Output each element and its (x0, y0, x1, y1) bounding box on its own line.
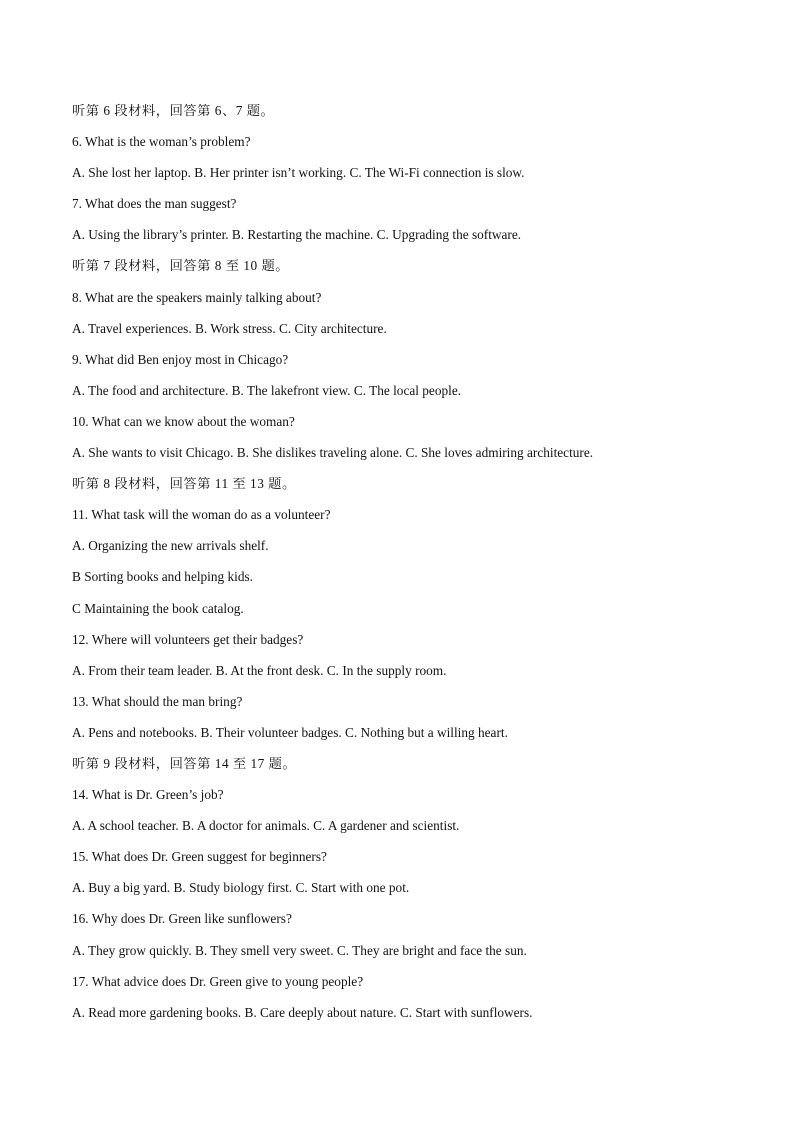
answer-option: C Maintaining the book catalog. (72, 600, 244, 616)
question-text: 7. What does the man suggest? (72, 196, 237, 212)
answer-options: A. They grow quickly. B. They smell very sweet. C. They are bright and face the sun. (72, 942, 527, 958)
answer-option: A. Organizing the new arrivals shelf. (72, 538, 269, 554)
question-text: 13. What should the man bring? (72, 693, 243, 709)
answer-options: A. Using the library’s printer. B. Restarting the machine. C. Upgrading the software. (72, 227, 522, 243)
answer-options: A. Pens and notebooks. B. Their volunteer badges. C. Nothing but a willing heart. (72, 724, 508, 740)
question-text: 16. Why does Dr. Green like sunflowers? (72, 911, 292, 927)
section-heading: 听第 9 段材料，回答第 14 至 17 题。 (72, 755, 297, 771)
exam-page (72, 100, 762, 1033)
question-text: 6. What is the woman’s problem? (72, 134, 251, 150)
section-heading: 听第 8 段材料，回答第 11 至 13 题。 (72, 476, 296, 492)
question-text: 17. What advice does Dr. Green give to young people? (72, 973, 364, 989)
question-text: 15. What does Dr. Green suggest for beginners? (72, 849, 327, 865)
answer-option: B Sorting books and helping kids. (72, 569, 253, 585)
question-text: 12. Where will volunteers get their badges? (72, 631, 304, 647)
section-heading: 听第 7 段材料，回答第 8 至 10 题。 (72, 258, 290, 274)
question-text: 14. What is Dr. Green’s job? (72, 787, 224, 803)
answer-options: A. From their team leader. B. At the front desk. C. In the supply room. (72, 662, 447, 678)
answer-options: A. Travel experiences. B. Work stress. C. City architecture. (72, 320, 387, 336)
answer-options: A. She lost her laptop. B. Her printer isn’t working. C. The Wi-Fi connection is slow. (72, 165, 525, 181)
question-text: 8. What are the speakers mainly talking about? (72, 289, 322, 305)
answer-options: A. Buy a big yard. B. Study biology first. C. Start with one pot. (72, 880, 410, 896)
question-text: 11. What task will the woman do as a volunteer? (72, 507, 331, 523)
answer-options: A. The food and architecture. B. The lakefront view. C. The local people. (72, 382, 462, 398)
answer-options: A. Read more gardening books. B. Care deeply about nature. C. Start with sunflowers. (72, 1004, 533, 1020)
section-heading: 听第 6 段材料，回答第 6、7 题。 (72, 103, 275, 118)
answer-options: A. A school teacher. B. A doctor for animals. C. A gardener and scientist. (72, 818, 460, 834)
answer-options: A. She wants to visit Chicago. B. She dislikes traveling alone. C. She loves admiring architecture. (72, 445, 594, 461)
question-text: 10. What can we know about the woman? (72, 413, 295, 429)
question-text: 9. What did Ben enjoy most in Chicago? (72, 351, 289, 367)
